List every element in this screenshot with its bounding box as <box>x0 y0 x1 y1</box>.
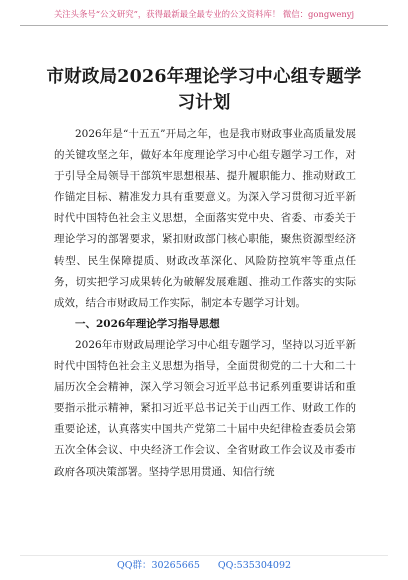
document-title <box>40 64 368 116</box>
footer-divider <box>20 555 388 556</box>
footer-qq-group: QQ群：30265665 <box>116 560 200 571</box>
section-heading-guiding-ideology: 一、2026年理论学习指导思想 <box>75 317 220 330</box>
footer-qq-contact: QQ:535304092 <box>217 560 292 571</box>
intro-paragraph: 2026年是“十五五”开局之年，也是我市财政事业高质量发展的关键攻坚之年，做好本年度理论学习中心组专题学习工作，对于引导全局领导干部筑牢思想根基、提升履职能力、推动财政工作锚定目标、精准发力具有重要意义。为深入学习贯彻习近平新时代中国特色社会主义思想，全面落实党中央、省委、市委关于理论学习的部署要求，紧扣财政部门核心职能，聚焦资源型经济转型、民生保障提质、财政改革深化、风险防控筑牢等重点任务，切实把学习成果转化为破解发展难题、推动工作落实的实际成效，结合市财政局工作实际，制定本专题学习计划。 <box>54 128 356 309</box>
document-body <box>54 124 356 483</box>
document-title-line-1: 市财政局2026年理论学习中心组专题学 <box>46 67 362 87</box>
section-paragraph-guiding-ideology: 2026年市财政局理论学习中心组专题学习，坚持以习近平新时代中国特色社会主义思想为指导，全面贯彻党的二十大和二十届历次全会精神，深入学习领会习近平总书记系列重要讲话和重要指示批示精神，紧扣习近平总书记关于山西工作、财政工作的重要论述，认真落实中国共产党第二十届中央纪律检查委员会第五次全体会议、中央经济工作会议、全省财政工作会议及市委市政府各项决策部署。坚持学思用贯通、知信行统 <box>54 338 356 478</box>
page-footer <box>0 559 408 572</box>
document-title-line-2: 习计划 <box>177 93 231 113</box>
page-header-notice: 关注头条号“公文研究”，获得最新最全最专业的公文资料库！ 微信：gongwenyj <box>53 9 355 19</box>
header-divider <box>20 25 388 26</box>
